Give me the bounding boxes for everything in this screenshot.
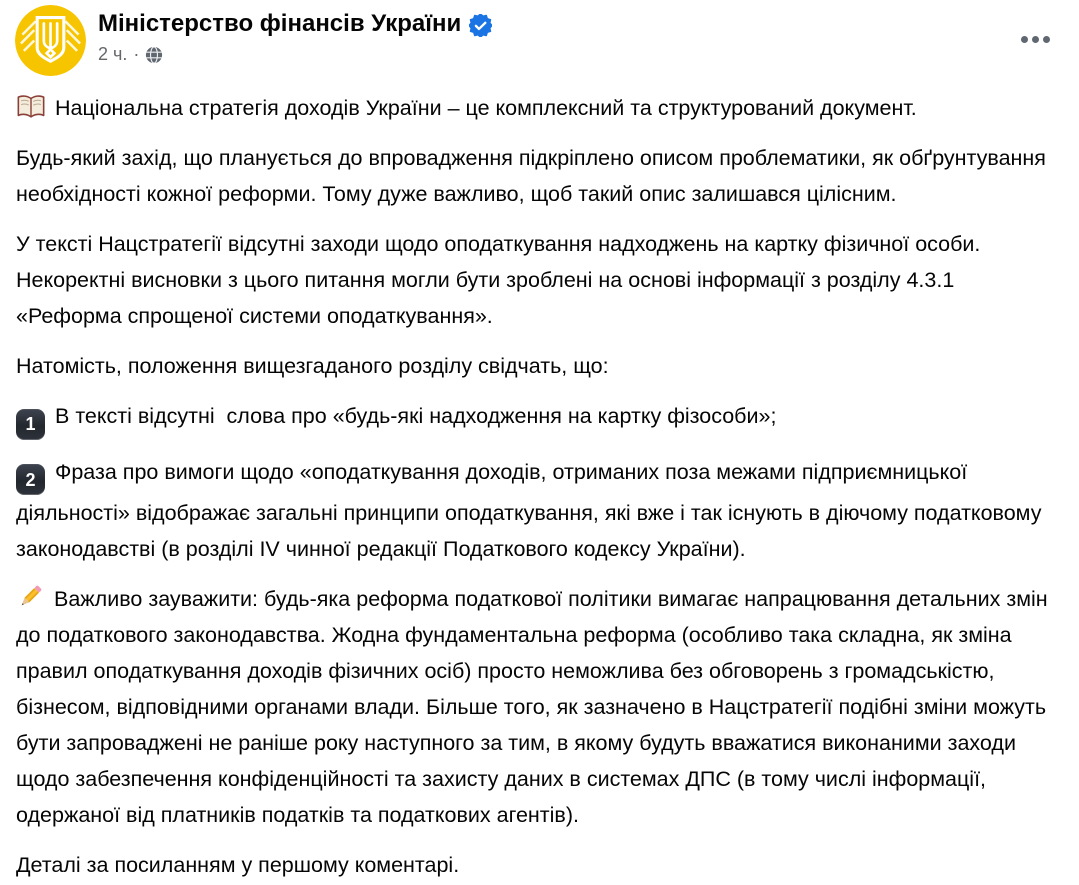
post-list-item-1: 1 В тексті відсутні слова про «будь-які надходження на картку фізособи»; <box>16 398 1063 440</box>
keycap-1-icon: 1 <box>16 409 45 440</box>
meta-separator: · <box>133 43 140 64</box>
globe-icon <box>145 46 163 64</box>
post-list-item-2: 2 Фраза про вимоги щодо «оподаткування доходів, отриманих поза межами підприємницької діяльності» відображає загальні принципи оподаткування, які вже і так існують в діючому податковому законодавстві (в розділі IV чинної редакції Податкового кодексу України). <box>16 459 1048 561</box>
avatar[interactable] <box>15 5 86 76</box>
ellipsis-icon <box>1043 36 1050 43</box>
post-paragraph-1: Національна стратегія доходів України – це комплексний та структурований документ. <box>16 90 1063 126</box>
post-paragraph-7: Важливо зауважити: будь-яка реформа податкової політики вимагає напрацювання детальних змін до податкового законодавства. Жодна фундаментальна реформа (особливо така складна, як зміна правил оподаткування доходів фізичних осіб) просто неможлива без обговорень з громадськістю, бізнесом, відповідними органами влади. Більше того, як зазначено в Нацстратегії подібні зміни можуть бути запроваджені не раніше року наступного за тим, в якому будуть вважатися виконаними заходи щодо забезпечення конфіденційності та захисту даних в системах ДПС (в тому числі інформації, одержаної від платників податків та податкових агентів). <box>16 581 1063 833</box>
ellipsis-icon <box>1021 36 1028 43</box>
post-meta <box>98 44 492 65</box>
pencil-icon <box>16 582 45 611</box>
ellipsis-icon <box>1032 36 1039 43</box>
post-paragraph-2: Будь-який захід, що планується до впровадження підкріплено описом проблематики, як обґрунтування необхідності кожної реформи. Тому дуже важливо, щоб такий опис залишався цілісним. <box>16 146 1052 206</box>
header-text <box>98 5 492 65</box>
more-options-button[interactable] <box>1013 24 1057 54</box>
open-book-icon <box>16 93 46 120</box>
post-paragraph-8: Деталі за посиланням у першому коментарі. <box>16 853 460 877</box>
verified-badge-icon <box>469 14 492 37</box>
keycap-2-icon: 2 <box>16 464 45 495</box>
post-header <box>0 0 1079 76</box>
post-body <box>0 76 1079 883</box>
page-name-link[interactable]: Міністерство фінансів України <box>98 10 462 37</box>
timestamp[interactable]: 2 ч. <box>98 43 128 64</box>
post-paragraph-4: Натомість, положення вищезгаданого розділу свідчать, що: <box>16 354 609 378</box>
name-row <box>98 10 492 39</box>
post-paragraph-3: У тексті Нацстратегії відсутні заходи щодо оподаткування надходжень на картку фізичної особи. Некоректні висновки з цього питання могли бути зроблені на основі інформації з розділу 4.3.1 «Реформа спрощеної системи оподаткування». <box>16 232 987 328</box>
